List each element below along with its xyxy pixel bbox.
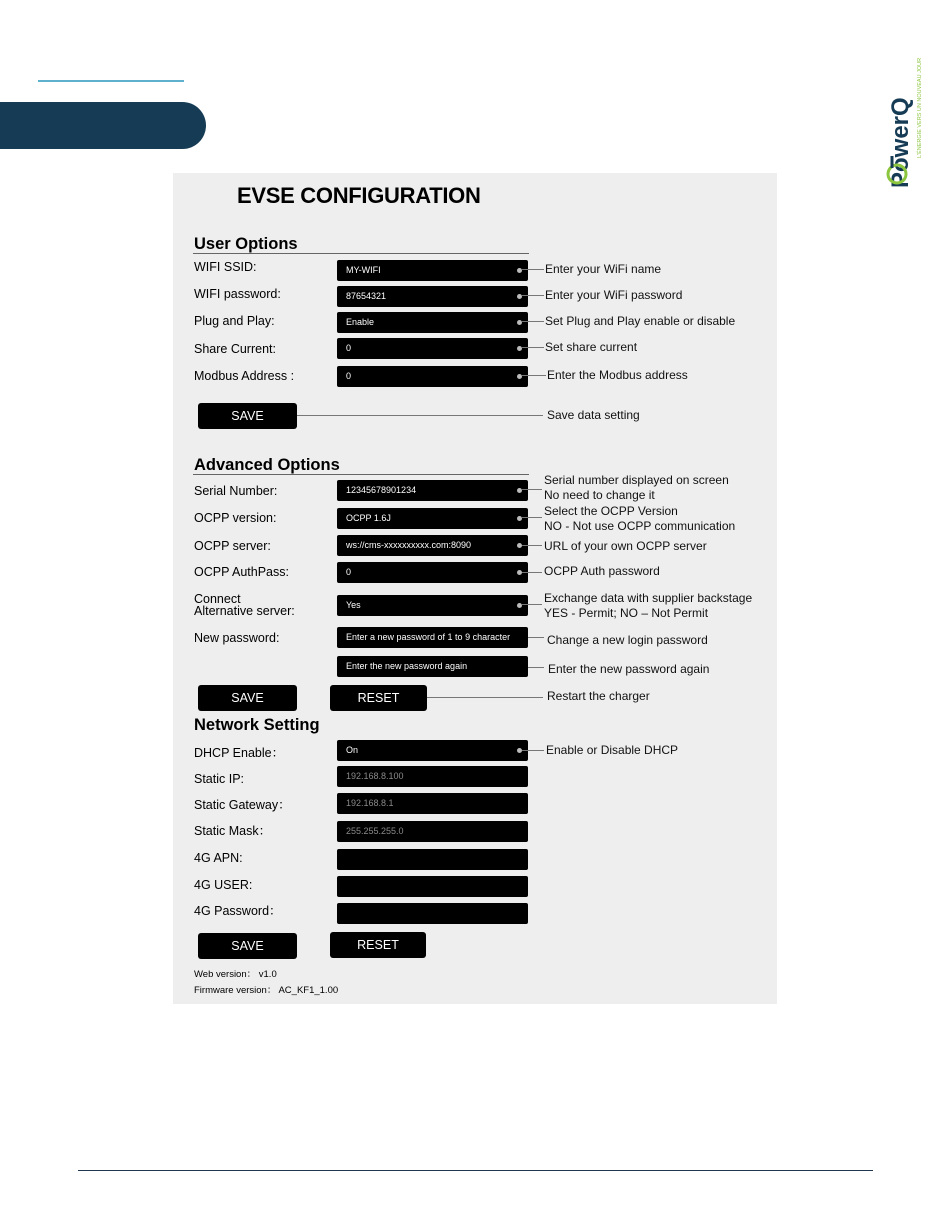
share-current-label: Share Current:	[194, 342, 276, 356]
4g-apn-label: 4G APN:	[194, 851, 243, 865]
ocpp-server-label: OCPP server:	[194, 539, 271, 553]
network-reset-button[interactable]: RESET	[330, 932, 426, 958]
ocpp-version-note-1: Select the OCPP Version	[544, 504, 678, 518]
alt-server-note-2: YES - Permit; NO – Not Permit	[544, 606, 709, 620]
alt-server-select[interactable]: Yes	[337, 595, 528, 616]
user-options-heading: User Options	[194, 235, 298, 253]
ocpp-authpass-note: OCPP Auth password	[544, 564, 660, 578]
save-note: Save data setting	[547, 408, 640, 422]
static-ip-input[interactable]: 192.168.8.100	[337, 766, 528, 787]
serial-number-label: Serial Number:	[194, 484, 278, 498]
new-password-input[interactable]: Enter a new password of 1 to 9 character	[337, 627, 528, 648]
footer-divider	[78, 1170, 873, 1171]
static-ip-label: Static IP:	[194, 772, 245, 786]
dhcp-note: Enable or Disable DHCP	[546, 743, 679, 757]
share-current-input[interactable]: 0	[337, 338, 528, 359]
wifi-password-label: WIFI password:	[194, 287, 281, 301]
wifi-password-note: Enter your WiFi password	[545, 288, 683, 302]
svg-text:PowerQ: PowerQ	[887, 97, 914, 188]
header-banner	[0, 102, 206, 149]
alt-server-label-2: Alternative server:	[194, 604, 295, 618]
4g-apn-input[interactable]	[337, 849, 528, 870]
plug-and-play-select[interactable]: Enable	[337, 312, 528, 333]
user-save-button[interactable]: SAVE	[198, 403, 297, 429]
4g-user-input[interactable]	[337, 876, 528, 897]
section-divider	[193, 474, 529, 475]
ocpp-version-label: OCPP version:	[194, 511, 277, 525]
wifi-ssid-label: WIFI SSID:	[194, 260, 257, 274]
alt-server-label-1: Connect	[194, 592, 241, 606]
powerq-logo	[878, 28, 934, 193]
confirm-password-note: Enter the new password again	[548, 662, 710, 676]
ocpp-server-note: URL of your own OCPP server	[544, 539, 707, 553]
svg-text:L'ÉNERGIE VERS UN NOUVEAU JOUR: L'ÉNERGIE VERS UN NOUVEAU JOUR	[917, 57, 923, 158]
page-title: EVSE CONFIGURATION	[237, 183, 481, 208]
static-mask-input[interactable]: 255.255.255.0	[337, 821, 528, 842]
advanced-save-button[interactable]: SAVE	[198, 685, 297, 711]
network-save-button[interactable]: SAVE	[198, 933, 297, 959]
alt-server-note-1: Exchange data with supplier backstage	[544, 591, 753, 605]
evse-config-panel	[173, 173, 777, 1004]
ocpp-authpass-input[interactable]: 0	[337, 562, 528, 583]
ocpp-version-select[interactable]: OCPP 1.6J	[337, 508, 528, 529]
modbus-address-label: Modbus Address :	[194, 369, 295, 383]
web-version: Web version： v1.0	[194, 969, 277, 980]
header-accent-line	[38, 80, 184, 82]
dhcp-enable-select[interactable]: On	[337, 740, 528, 761]
section-divider	[193, 253, 529, 254]
firmware-version: Firmware version： AC_KF1_1.00	[194, 985, 339, 996]
ocpp-authpass-label: OCPP AuthPass:	[194, 565, 289, 579]
static-mask-label: Static Mask：	[194, 824, 272, 838]
modbus-address-input[interactable]: 0	[337, 366, 528, 387]
4g-password-input[interactable]	[337, 903, 528, 924]
dhcp-enable-label: DHCP Enable：	[194, 746, 285, 760]
plug-and-play-label: Plug and Play:	[194, 314, 275, 328]
confirm-password-input[interactable]: Enter the new password again	[337, 656, 528, 677]
advanced-options-heading: Advanced Options	[194, 456, 340, 474]
static-gateway-label: Static Gateway：	[194, 798, 291, 812]
ocpp-server-input[interactable]: ws://cms-xxxxxxxxxx.com:8090	[337, 535, 528, 556]
static-gateway-input[interactable]: 192.168.8.1	[337, 793, 528, 814]
serial-number-note-2: No need to change it	[544, 488, 655, 502]
new-password-label: New password:	[194, 631, 280, 645]
4g-password-label: 4G Password：	[194, 904, 282, 918]
serial-number-input[interactable]: 12345678901234	[337, 480, 528, 501]
new-password-note: Change a new login password	[547, 633, 708, 647]
network-setting-heading: Network Setting	[194, 716, 320, 734]
plug-and-play-note: Set Plug and Play enable or disable	[545, 314, 736, 328]
advanced-reset-button[interactable]: RESET	[330, 685, 427, 711]
wifi-ssid-input[interactable]: MY-WIFI	[337, 260, 528, 281]
wifi-ssid-note: Enter your WiFi name	[545, 262, 662, 276]
4g-user-label: 4G USER:	[194, 878, 253, 892]
ocpp-version-note-2: NO - Not use OCPP communication	[544, 519, 736, 533]
modbus-address-note: Enter the Modbus address	[547, 368, 688, 382]
reset-note: Restart the charger	[547, 689, 650, 703]
serial-number-note-1: Serial number displayed on screen	[544, 473, 729, 487]
share-current-note: Set share current	[545, 340, 638, 354]
wifi-password-input[interactable]: 87654321	[337, 286, 528, 307]
